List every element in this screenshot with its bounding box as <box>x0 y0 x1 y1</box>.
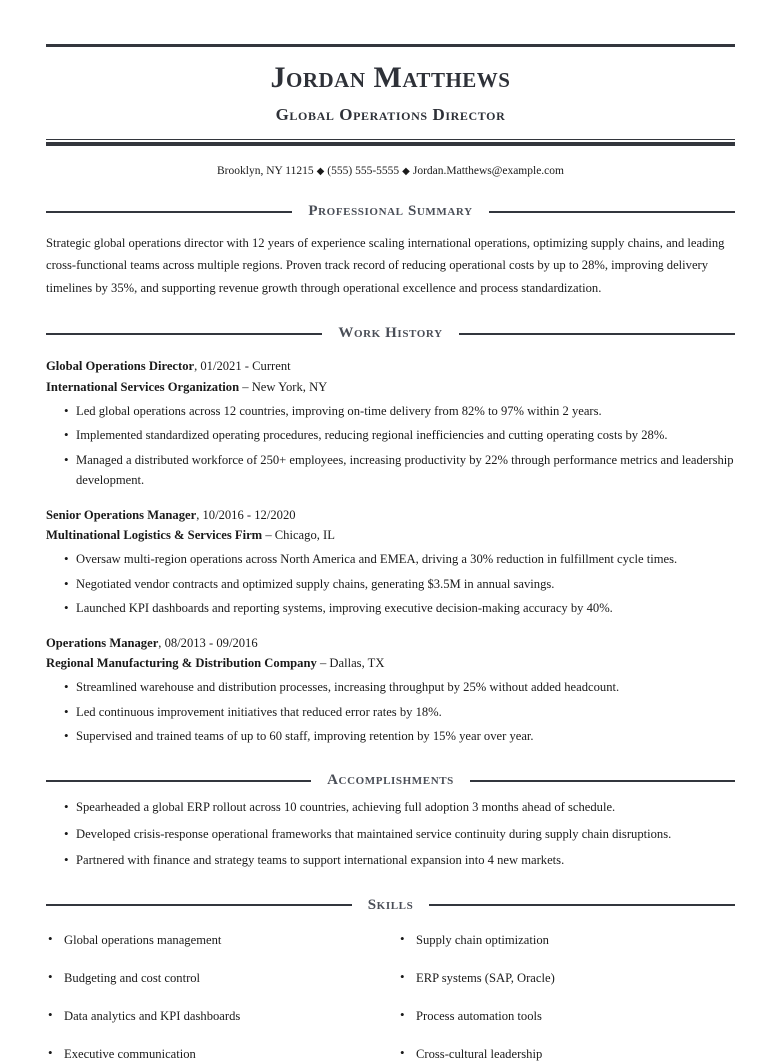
contact-location: Brooklyn, NY 11215 <box>217 165 314 177</box>
job-bullet: • Supervised and trained teams of up to 60 staff, improving retention by 15% year over year. <box>46 726 735 746</box>
job-dates: , 10/2016 - 12/2020 <box>196 507 296 522</box>
job-dates: , 08/2013 - 09/2016 <box>158 635 258 650</box>
heading-rule-right <box>489 211 735 213</box>
job-title-line <box>46 633 735 653</box>
job-bullet: • Led continuous improvement initiatives that reduced error rates by 18%. <box>46 702 735 722</box>
accomplishment-bullet: • Developed crisis-response operational frameworks that maintained service continuity during supply chain disruptions. <box>46 824 735 844</box>
job-title-line <box>46 356 735 376</box>
job-bullet: • Led global operations across 12 countries, improving on-time delivery from 82% to 97% within 2 years. <box>46 401 735 421</box>
candidate-name: Jordan Matthews <box>270 61 511 94</box>
diamond-separator-icon: ◆ <box>402 166 410 177</box>
skill-item: • Process automation tools <box>398 1006 735 1026</box>
heading-rule-left <box>46 333 322 335</box>
section-heading-accomplishments <box>46 772 735 789</box>
section-professional-summary <box>46 203 735 299</box>
accomplishment-bullet: • Partnered with finance and strategy teams to support international expansion into 4 new markets. <box>46 850 735 870</box>
skills-column-right <box>398 926 735 1064</box>
job-company-line <box>46 525 735 545</box>
job-title-line <box>46 505 735 525</box>
resume-page <box>0 44 781 1062</box>
job-company: Regional Manufacturing & Distribution Company <box>46 655 317 670</box>
section-skills <box>46 897 735 1064</box>
job-bullet-list <box>46 549 735 618</box>
heading-rule-right <box>429 904 735 906</box>
skill-item: • Executive communication <box>46 1044 398 1064</box>
diamond-separator-icon: ◆ <box>316 166 325 177</box>
job-bullet: • Managed a distributed workforce of 250+ employees, increasing productivity by 22% through performance metrics and leadership development. <box>46 450 735 491</box>
section-title: Accomplishments <box>327 772 454 789</box>
section-title: Skills <box>367 896 414 913</box>
section-heading-work-history <box>46 325 735 342</box>
contact-email[interactable]: Jordan.Matthews@example.com <box>412 165 564 177</box>
section-work-history <box>46 325 735 746</box>
job-company-line <box>46 377 735 397</box>
work-history-entry <box>46 356 735 490</box>
job-bullet: • Negotiated vendor contracts and optimized supply chains, generating $3.5M in annual savings. <box>46 574 735 594</box>
accomplishment-bullet: • Spearheaded a global ERP rollout across 10 countries, achieving full adoption 3 months ahead of schedule. <box>46 797 735 817</box>
summary-text: Strategic global operations director with 12 years of experience scaling international operations, optimizing supply chains, and leading cross-functional teams across multiple regions. Proven track record of reducing operational costs by up to 28%, improving delivery timelines by 35%, and supporting revenue growth through operational excellence and process standardization. <box>46 236 725 295</box>
job-location: – Dallas, TX <box>316 655 385 670</box>
work-history-entry <box>46 633 735 747</box>
job-bullet-list <box>46 401 735 491</box>
job-bullet-list <box>46 677 735 746</box>
section-heading-skills <box>46 897 735 914</box>
job-company: International Services Organization <box>46 379 240 394</box>
job-bullet: • Streamlined warehouse and distribution processes, increasing throughput by 25% without added headcount. <box>46 677 735 697</box>
heading-rule-left <box>46 780 311 782</box>
header-bottom-rule <box>46 139 735 146</box>
job-company: Multinational Logistics & Services Firm <box>46 527 263 542</box>
job-dates: , 01/2021 - Current <box>194 359 291 374</box>
heading-rule-right <box>459 333 735 335</box>
job-bullet: • Implemented standardized operating procedures, reducing regional inefficiencies and cutting operating costs by 28%. <box>46 425 735 445</box>
header-top-rule <box>46 44 735 47</box>
header-rule-thin <box>46 139 735 140</box>
skill-item: • Data analytics and KPI dashboards <box>46 1006 398 1026</box>
skills-grid <box>46 926 735 1064</box>
skill-item: • Global operations management <box>46 930 398 950</box>
contact-line <box>46 165 735 177</box>
accomplishments-list <box>46 797 735 870</box>
heading-rule-right <box>470 780 735 782</box>
skill-item: • Budgeting and cost control <box>46 968 398 988</box>
section-heading-professional-summary <box>46 203 735 220</box>
heading-rule-left <box>46 211 292 213</box>
section-title: Professional Summary <box>308 203 473 219</box>
job-title: Operations Manager <box>46 635 159 650</box>
skill-item: • Supply chain optimization <box>398 930 735 950</box>
header-rule-thick <box>46 142 735 146</box>
job-location: – Chicago, IL <box>262 527 335 542</box>
job-company-line <box>46 653 735 673</box>
job-bullet: • Launched KPI dashboards and reporting systems, improving executive decision-making accuracy by 40%. <box>46 598 735 618</box>
job-location: – New York, NY <box>239 379 328 394</box>
skills-column-left <box>46 926 398 1064</box>
job-bullet: • Oversaw multi-region operations across North America and EMEA, driving a 30% reduction in fulfillment cycle times. <box>46 549 735 569</box>
skill-item: • Cross-cultural leadership <box>398 1044 735 1064</box>
skill-item: • ERP systems (SAP, Oracle) <box>398 968 735 988</box>
job-title: Global Operations Director <box>46 359 195 374</box>
section-accomplishments <box>46 772 735 870</box>
work-history-entry <box>46 505 735 619</box>
candidate-title: Global Operations Director <box>275 105 506 124</box>
contact-phone: (555) 555-5555 <box>327 165 400 177</box>
section-title: Work History <box>338 325 443 342</box>
job-title: Senior Operations Manager <box>46 507 197 522</box>
heading-rule-left <box>46 904 352 906</box>
